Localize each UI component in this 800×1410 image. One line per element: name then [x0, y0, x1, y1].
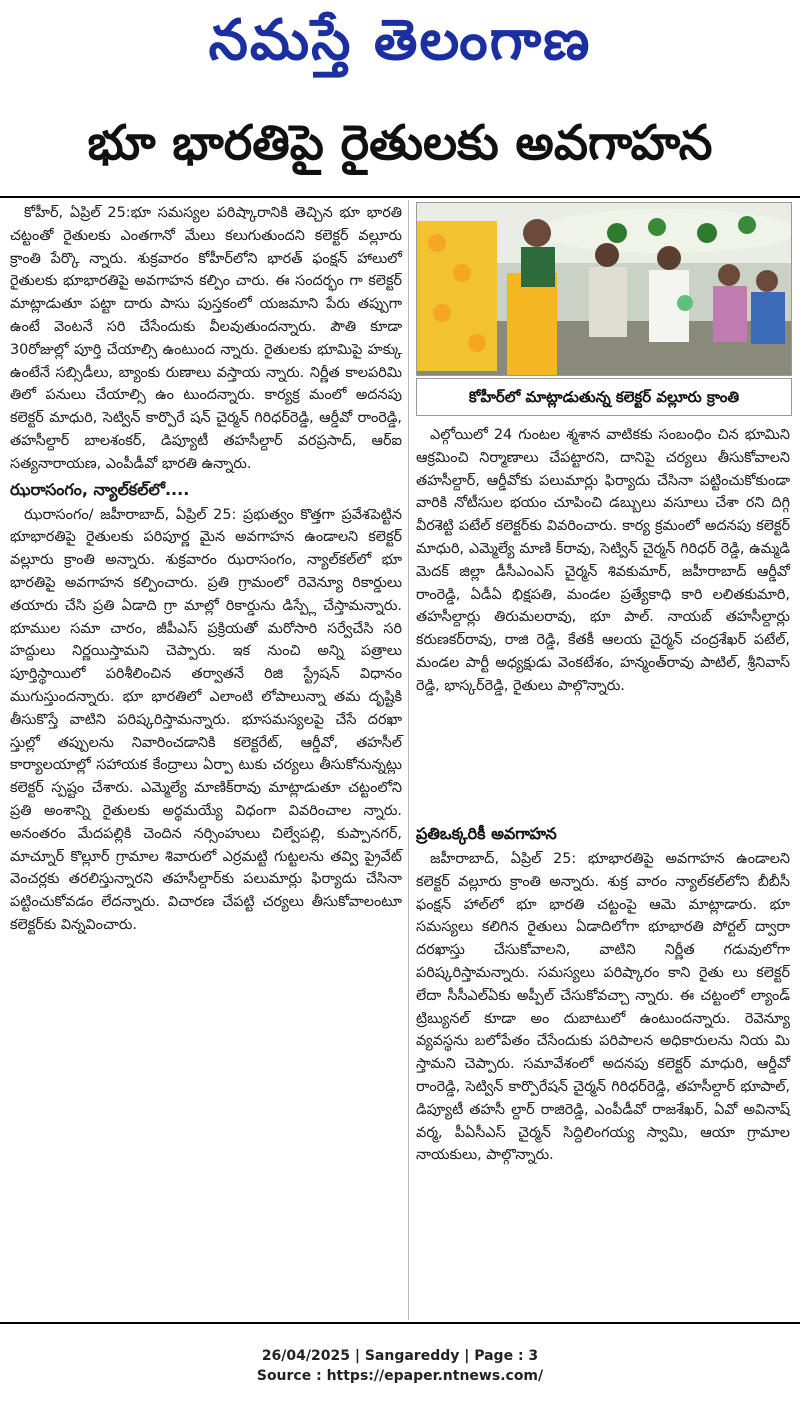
paragraph-kohir: కోహీర్, ఏప్రిల్ 25:భూ సమస్యల పరిష్కారానికి తెచ్చిన భూ భారతి చట్టంతో రైతులకు ఎంతగానో మేలు కలుగుతుందని కలెక్టర్ వల్లూరు క్రాంతి పేర్కొ న్నారు. శుక్రవారం కోహీర్‌లోని భారత్ ఫంక్షన్ హాలులో రైతులకు భూభారతిపై అవగాహన కల్పిం చారు. ఈ సందర్భం గా కలెక్టర్ మాట్లాడుతూ పట్టా దారు పాసు పుస్తకంలో యజమాని పేరు తప్పుగా ఉంటే వెంటనే సరి చేసేందుకు వీలవుతుందన్నారు. పౌతి కూడా 30రోజుల్లో పూర్తి చేయాల్సి ఉంటుంద న్నారు. రైతులకు భూమిపై హక్కు ఉంటేనే సబ్సిడీలు, బ్యాంకు రుణాలు వస్తాయ న్నారు. నిర్ణీత కాలపరిమి తిలో పనులు చేయాల్సి ఉం టుందన్నారు. కార్యక్ర మంలో అదనపు కలెక్టర్ మాధురి, సెట్విన్ కార్పొరే షన్ చైర్మన్ గిరిధర్‌రెడ్డి, ఆర్డీవో రాంరెడ్డి, తహసీల్దార్ బాలశంకర్, డిప్యూటీ తహసీల్దార్ వరప్రసాద్, ఆర్ఐ సత్యనారాయణ, ఎంపీడీవో భారతి ఉన్నారు.: [10, 205, 402, 472]
subhead-awareness-for-all: ప్రతిఒక్కరికీ అవగాహన: [416, 824, 557, 843]
photo-caption: కోహీర్‌లో మాట్లాడుతున్న కలెక్టర్ వల్లూరు క్రాంతి: [416, 378, 792, 416]
article-column-right-bottom: [416, 848, 790, 1167]
photo-illustration: [417, 203, 791, 375]
paragraph-elgoi: ఎల్గోయిలో 24 గుంటల శ్మశాన వాటికకు సంబంధిం చిన భూమిని ఆక్రమించి నిర్మాణాలు చేపట్టారని, దానిపై చర్యలు తీసుకోవాలని తహసీల్దార్, ఆర్డీవోకు పలుమార్లు ఫిర్యాదు చేసినా పట్టించుకోకుండా వారికి నోటీసుల భయం చూపించి డబ్బులు వసూలు చేశా రని దిగ్గి వీరశెట్టి పటేల్ కలెక్టర్‌కు వివరించారు. కార్య క్రమంలో అదనపు కలెక్టర్ మాధురి, ఎమ్మెల్యే మాణి క్‌రావు, సెట్విన్ చైర్మన్ గిరిధర్ రెడ్డి, ఉమ్మడి మెదక్ జిల్లా డీసీఎంఎస్ చైర్మన్ శివకుమార్, జహీరాబాద్ ఆర్డీవో రాంరెడ్డి, ఏడీఏ భిక్షపతి, మండల ప్రత్యేకాధి కారి లలితకుమారి, తహసీల్దార్లు తిరుమలరావు, భూ పాల్. నాయబ్ తహసీల్దార్లు కరుణకర్‌రావు, రాజి రెడ్డి, కేతకీ ఆలయ చైర్మన్ చంద్రశేఖర్ పటేల్, మండల పార్టీ అధ్యక్షుడు వెంకటేశం, హన్మంత్‌రావు పాటిల్, శ్రీనివాస్ రెడ్డి, భాస్కర్‌రెడ్డి, రైతులు పాల్గొన్నారు.: [416, 427, 790, 694]
paragraph-zaheerabad: జహీరాబాద్, ఏప్రిల్ 25: భూభారతిపై అవగాహన ఉండాలని కలెక్టర్ వల్లూరు క్రాంతి అన్నారు. శుక్ర వారం న్యాల్‌కల్‌లోని బీబీసీ ఫంక్షన్ హాల్‌లో భూ భారతి చట్టంపై ఆమె మాట్లాడారు. భూ సమస్యలు కలిగిన రైతులు ఏడాదిలోగా భూభారతి పోర్టల్ ద్వారా దరఖాస్తు చేసుకోవాలని, వాటిని నిర్ణీత గడువులోగా పరిష్కరిస్తామన్నారు. సమస్యలు పరిష్కారం కాని రైతు లు కలెక్టర్ లేదా సీసీఎల్ఏకు అప్పీల్ చేసుకోవచ్చా న్నారు. ఈ చట్టంలో ల్యాండ్ ట్రిబ్యునల్ కూడా అం దుబాటులో ఉంటుందన్నారు. రెవెన్యూ వ్యవస్థను బలోపేతం చేసేందుకు పరిపాలన అధికారులను నియ మి స్తామని చెప్పారు. సమావేశంలో అదనపు కలెక్టర్ మాధురి, ఆర్డీవో రాంరెడ్డి, సెట్విన్ కార్పొరేషన్ చైర్మన్ గిరిధర్‌రెడ్డి, తహసీల్దార్ భూపాల్, డిప్యూటీ తహసీ ల్దార్ రాజిరెడ్డి, ఎంపీడీవో రాజశేఖర్, ఏవో అవినాష్ వర్మ, పీఏసీఎస్ చైర్మన్ సిద్దిలింగయ్య స్వామి, ఆయా గ్రామాల నాయకులు, పాల్గొన్నారు.: [416, 851, 790, 1164]
newspaper-masthead: నమస్తే తెలంగాణ: [208, 7, 592, 73]
article-headline: భూ భారతిపై రైతులకు అవగాహన: [87, 115, 713, 171]
article-column-left: [10, 202, 402, 937]
bottom-rule: [0, 1322, 800, 1324]
footer-source-link[interactable]: Source : https://epaper.ntnews.com/: [256, 1368, 544, 1384]
top-rule: [0, 196, 800, 198]
paragraph-jharasangam: ఝరాసంగం/ జహీరాబాద్, ఏప్రిల్ 25: ప్రభుత్వం కొత్తగా ప్రవేశపెట్టిన భూభారతిపై రైతులకు పరిపూర్ణ మైన అవగాహన ఉండాలని కలెక్టర్ వల్లూరు క్రాంతి అన్నారు. శుక్రవారం ఝరాసంగం, న్యాల్‌కల్‌లో భూ భారతిపై అవగాహన కల్పించారు. ప్రతి గ్రామంలో రెవెన్యూ రికార్డులు తయారు చేసి ప్రతి ఏడాది గ్రా మాల్లో రికార్డును డిస్ప్లే చేస్తామన్నారు. భూముల సమా చారం, జీపీఎస్ ప్రక్రియతో మరోసారి సర్వేచేసి సరి హద్దులు నిర్ణయిస్తామని చెప్పారు. ఇక నుంచి అన్ని పత్రాలు పూర్తిస్థాయిలో పరిశీలించిన తర్వాతనే రిజి స్ట్రేషన్ విధానం ముగుస్తుందన్నారు. భూ భారతిలో ఎలాంటి లోపాలున్నా తమ దృష్టికి తీసుకొస్తే వాటిని పరిష్కరిస్తామన్నారు. భూసమస్యలపై చేసే దరఖా స్తుల్లో తప్పులను నివారించడానికి కలెక్టరేట్, ఆర్డీవో, తహసీల్ కార్యాలయాల్లో సహాయక కేంద్రాలు ఏర్పా టుకు చర్యలు తీసుకోనున్నట్లు కలెక్టర్ స్పష్టం చేశారు. ఎమ్మెల్యే మాణిక్‌రావు మాట్లాడుతూ చట్టంలోని ప్రతి అంశాన్ని రైతులకు అర్థమయ్యే విధంగా వివరించాల న్నారు. అనంతరం మేదపల్లికి చెందిన నర్సింహులు చిల్వేపల్లి, కుప్పానగర్, మాచ్నూర్ కొల్లూర్ గ్రామాల శివారులో ఎర్రమట్టి గుట్టలను తవ్వి ప్రైవేట్ వెంచర్లకు తరలిస్తున్నారని తహసీల్దార్‌కు పలుమార్లు ఫిర్యాదు చేసినా పట్టించుకోవడం లేదన్నారు. విచారణ చేపట్టి చర్యలు తీసుకోవాలంటూ కలెక్టర్‌కు విన్నవించారు.: [10, 506, 402, 933]
page-footer: [0, 1346, 800, 1386]
subhead-jharasangam: ఝరాసంగం, న్యాల్‌కల్‌లో....: [10, 479, 190, 499]
column-separator: [408, 200, 409, 1320]
article-column-right-top: [416, 424, 790, 698]
collector-speaking-photo: [416, 202, 792, 376]
footer-date-edition: 26/04/2025 | Sangareddy | Page : 3: [261, 1348, 539, 1364]
